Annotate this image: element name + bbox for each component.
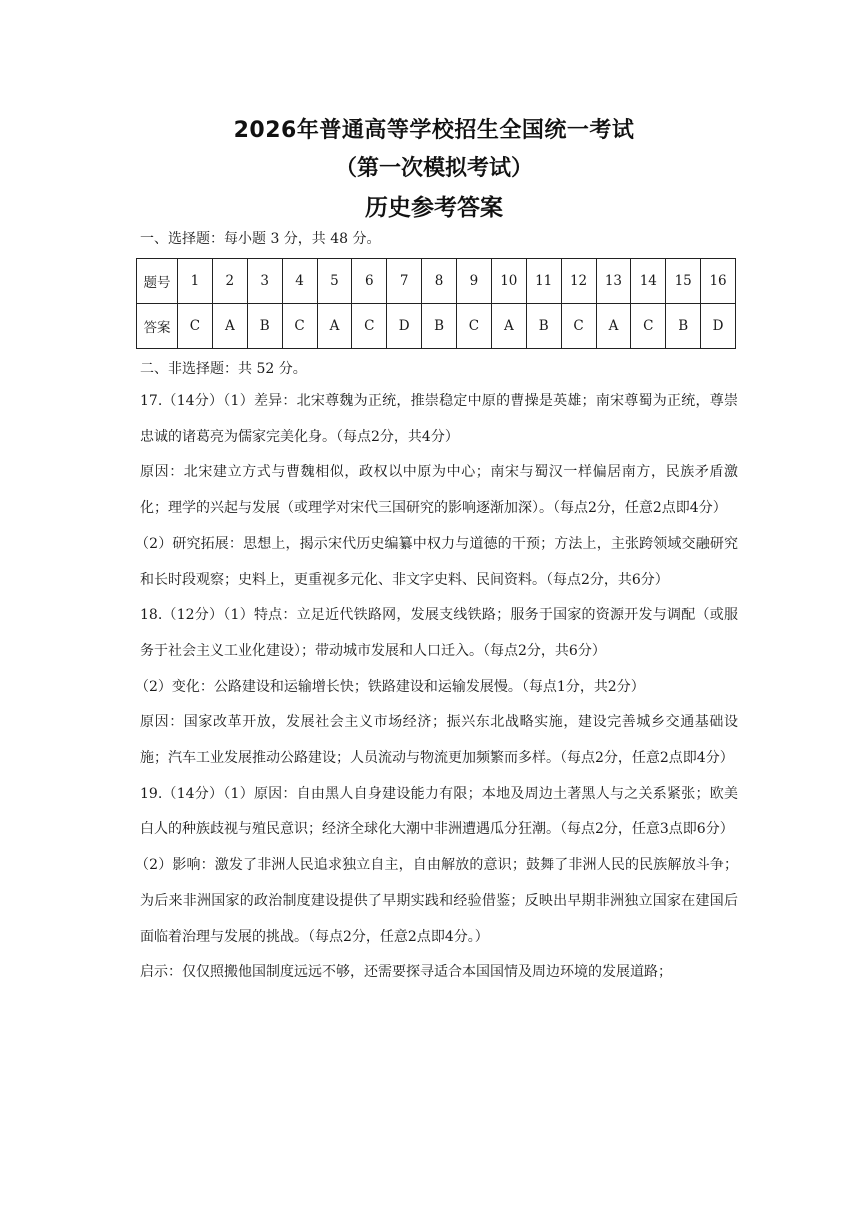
table-row-answers [137,304,736,349]
table-cell-answer: C [457,304,492,349]
table-cell-question-number: 16 [701,259,736,304]
table-cell-answer: A [596,304,631,349]
section-open-questions-heading: 二、非选择题：共 52 分。 [140,361,307,377]
q18-part1: 18.（12分）（1）特点：立足近代铁路网，发展支线铁路；服务于国家的资源开发与调配（或服务于社会主义工业化建设）；带动城市发展和人口迁入。（每点2分，共6分） [140,607,738,659]
table-cell-question-number: 11 [526,259,561,304]
q19-part1: 19.（14分）（1）原因：自由黑人自身建设能力有限；本地及周边土著黑人与之关系紧张；欧美白人的种族歧视与殖民意识；经济全球化大潮中非洲遭遇瓜分狂潮。（每点2分，任意3点即6分） [140,785,738,838]
table-cell-answer: C [282,304,317,349]
table-cell-answer: B [422,304,457,349]
q19-part2: （2）影响：激发了非洲人民追求独立自主，自由解放的意识；鼓舞了非洲人民的民族解放斗争；为后来非洲国家的政治制度建设提供了早期实践和经验借鉴；反映出早期非洲独立国家在建国后面临着治理与发展的挑战。（每点2分，任意2点即4分。） [135,857,738,945]
table-cell-question-number: 7 [387,259,422,304]
table-cell-question-number: 2 [212,259,247,304]
exam-title: 2026年普通高等学校招生全国统一考试 [233,118,635,143]
q17-reasons: 原因：北宋建立方式与曹魏相似，政权以中原为中心；南宋与蜀汉一样偏居南方，民族矛盾激化；理学的兴起与发展（或理学对宋代三国研究的影响逐渐加深）。（每点2分，任意2点即4分） [140,464,738,517]
q17-part2: （2）研究拓展：思想上，揭示宋代历史编纂中权力与道德的干预；方法上，主张跨领域交融研究和长时段观察；史料上，更重视多元化、非文字史料、民间资料。（每点2分，共6分） [135,535,738,588]
table-cell-question-number: 6 [352,259,387,304]
table-cell-answer: A [491,304,526,349]
q19-insight: 启示：仅仅照搬他国制度远远不够，还需要探寻适合本国国情及周边环境的发展道路； [140,964,672,981]
table-cell-question-number: 12 [561,259,596,304]
table-cell-question-number: 8 [422,259,457,304]
table-row-numbers [137,259,736,304]
table-cell-question-number: 14 [631,259,666,304]
table-cell-answer: A [317,304,352,349]
table-cell-question-number: 15 [666,259,701,304]
table-cell-answer: B [247,304,282,349]
table-cell-question-number: 10 [491,259,526,304]
table-cell-answer: D [387,304,422,349]
table-cell-question-number: 5 [317,259,352,304]
table-cell-answer: D [701,304,736,349]
table-cell-question-number: 13 [596,259,631,304]
table-cell-question-number: 9 [457,259,492,304]
answer-table [136,258,736,349]
table-cell-question-number: 4 [282,259,317,304]
table-cell-label-answer: 答案 [137,304,178,349]
section-multiple-choice-heading: 一、选择题：每小题 3 分，共 48 分。 [140,231,381,247]
table-cell-answer: A [212,304,247,349]
answer-key-title: 历史参考答案 [365,195,503,221]
table-cell-answer: B [526,304,561,349]
q18-reasons: 原因：国家改革开放，发展社会主义市场经济；振兴东北战略实施，建设完善城乡交通基础设施；汽车工业发展推动公路建设；人员流动与物流更加频繁而多样。（每点2分，任意2点即4分） [140,714,738,767]
q17-part1: 17.（14分）（1）差异：北宋尊魏为正统，推崇稳定中原的曹操是英雄；南宋尊蜀为正统，尊崇忠诚的诸葛亮为儒家完美化身。（每点2分，共4分） [140,393,738,445]
table-cell-answer: C [178,304,213,349]
table-cell-question-number: 3 [247,259,282,304]
table-cell-question-number: 1 [178,259,213,304]
table-cell-answer: C [561,304,596,349]
table-cell-answer: C [631,304,666,349]
table-cell-label-number: 题号 [137,259,178,304]
table-cell-answer: C [352,304,387,349]
table-cell-answer: B [666,304,701,349]
answer-body [135,384,738,991]
exam-subtitle: （第一次模拟考试） [334,156,533,181]
q18-part2: （2）变化：公路建设和运输增长快；铁路建设和运输发展慢。（每点1分，共2分） [135,678,645,695]
